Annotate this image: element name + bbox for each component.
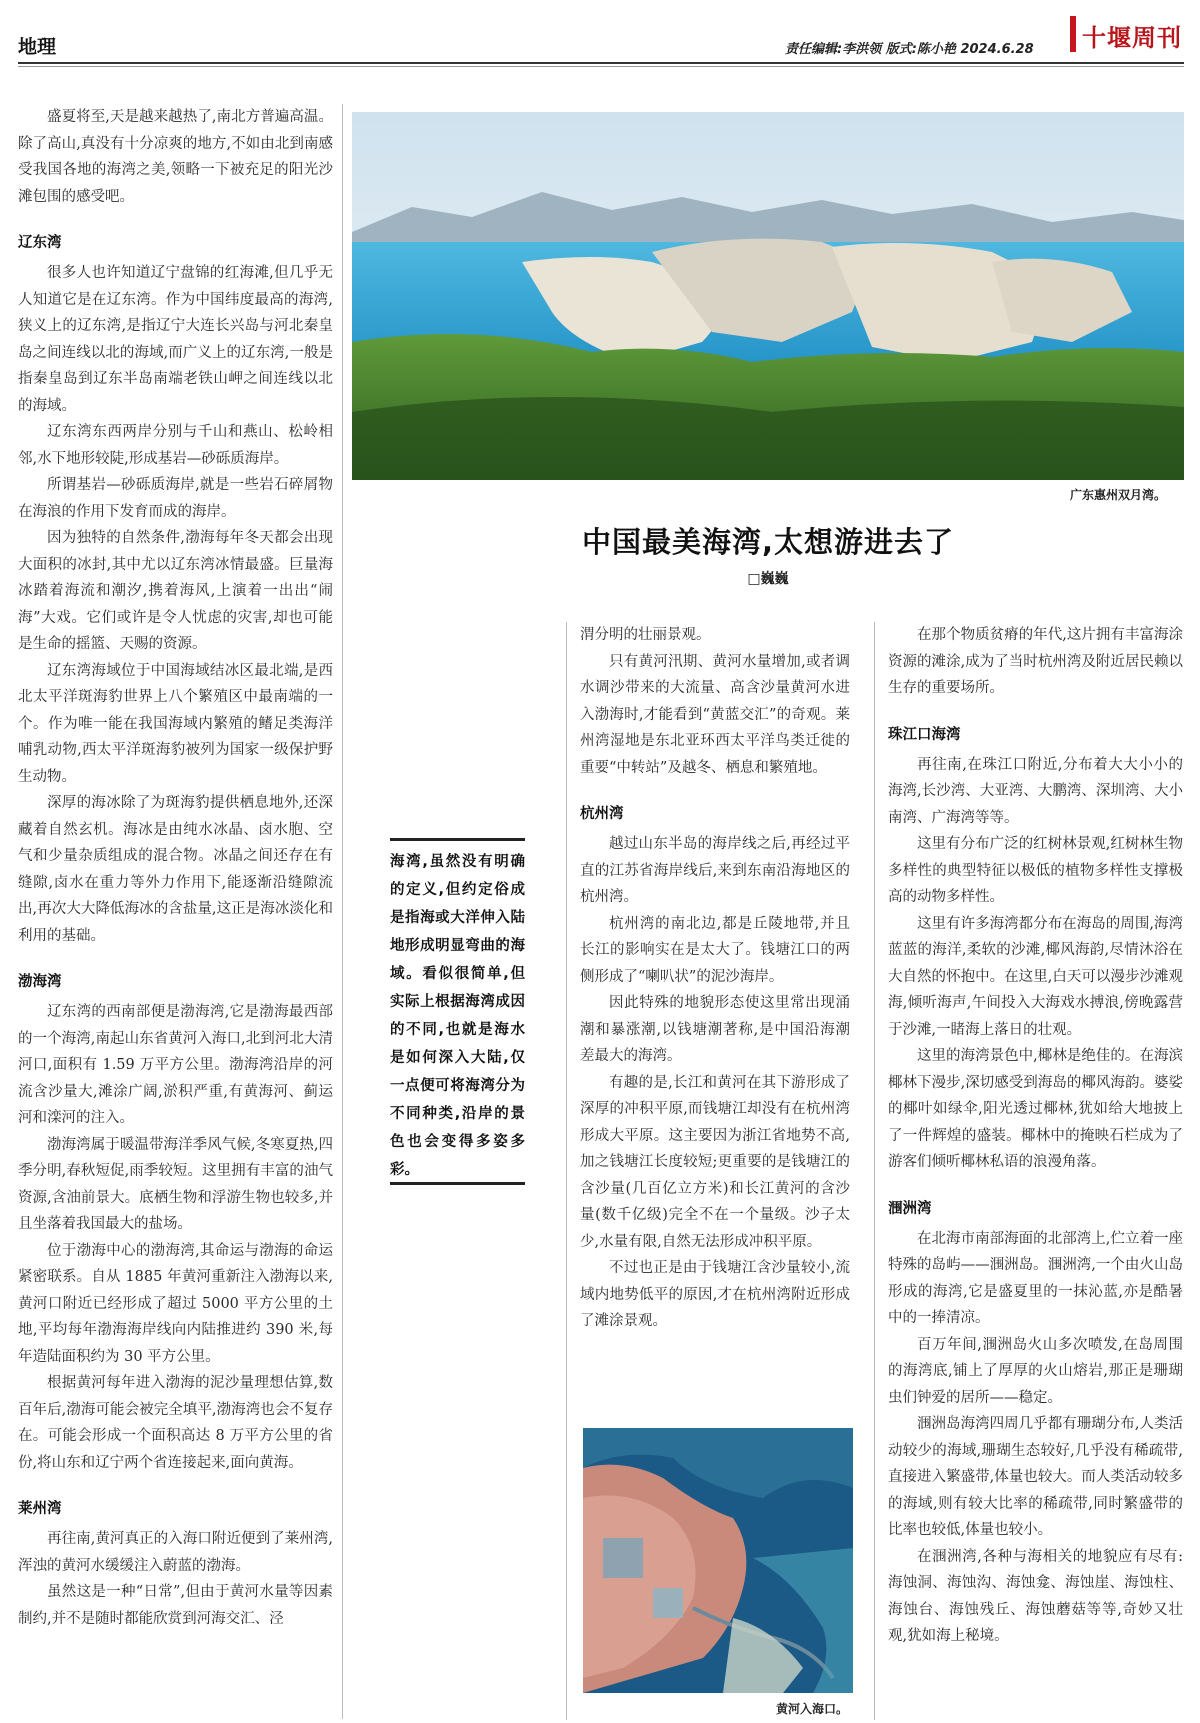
header-rule	[18, 62, 1184, 64]
paragraph: 辽东湾东西两岸分别与千山和燕山、松岭相邻,水下地形较陡,形成基岩—砂砾质海岸。	[18, 424, 333, 467]
column-4	[888, 622, 1183, 1720]
paragraph: 位于渤海中心的渤海湾,其命运与渤海的命运紧密联系。自从 1885 年黄河重新注入渤海以来,黄河口附近已经形成了超过 5000 平方公里的土地,平均每年渤海海岸线向内陆推进约 390 米,每年造陆面积约为 30 平方公里。	[18, 1242, 333, 1365]
paragraph: 不过也正是由于钱塘江含沙量较小,流域内地势低平的原因,才在杭州湾附近形成了滩涂景观。	[580, 1260, 850, 1329]
paragraph: 所谓基岩—砂砾质海岸,就是一些岩石碎屑物在海浪的作用下发育而成的海岸。	[18, 477, 333, 520]
paragraph: 有趣的是,长江和黄河在其下游形成了深厚的冲积平原,而钱塘江却没有在杭州湾形成大平原。这主要因为浙江省地势不高,加之钱塘江长度较短;更重要的是钱塘江的含沙量(几百亿立方米)和长江黄河的含沙量(数千亿级)完全不在一个量级。沙子太少,水量有限,自然无法形成冲积平原。	[580, 1074, 850, 1250]
heading-bohai-bay: 渤海湾	[18, 974, 62, 990]
satellite-illustration	[583, 1428, 853, 1693]
page-header	[0, 0, 1200, 94]
editor-credits: 责任编辑:李洪领 版式:陈小艳 2024.6.28	[785, 42, 1034, 57]
column-divider	[342, 104, 343, 1719]
paragraph: 在那个物质贫瘠的年代,这片拥有丰富海涂资源的滩涂,成为了当时杭州湾及附近居民赖以生存的重要场所。	[888, 627, 1183, 696]
heading-weizhou-bay: 涠洲湾	[888, 1200, 932, 1217]
pullquote-rule-bottom	[390, 1182, 525, 1185]
header-rule-thin	[18, 66, 1184, 67]
intro-paragraph: 盛夏将至,天是越来越热了,南北方普遍高温。除了高山,真没有十分凉爽的地方,不如由北到南感受我国各地的海湾之美,领略一下被充足的阳光沙滩包围的感受吧。	[18, 109, 333, 205]
paragraph: 渭分明的壮丽景观。	[580, 627, 711, 643]
paragraph: 百万年间,涠洲岛火山多次喷发,在岛周围的海湾底,铺上了厚厚的火山熔岩,那正是珊瑚虫们钟爱的居所——稳定。	[888, 1336, 1183, 1406]
masthead-name: 十堰周刊	[1082, 23, 1182, 52]
yellow-river-estuary-image	[583, 1428, 853, 1693]
paragraph: 因此特殊的地貌形态使这里常出现涌潮和暴涨潮,以钱塘潮著称,是中国沿海潮差最大的海湾。	[580, 995, 850, 1064]
paragraph: 深厚的海冰除了为斑海豹提供栖息地外,还深藏着自然玄机。海冰是由纯水冰晶、卤水胞、空气和少量杂质组成的混合物。冰晶之间还存在有缝隙,卤水在重力等外力作用下,能逐渐沿缝隙流出,再次大大降低海冰的含盐量,这正是海冰淡化和利用的基础。	[18, 795, 333, 944]
masthead-bar	[1070, 16, 1076, 52]
paragraph: 辽东湾海域位于中国海域结冰区最北端,是西北太平洋斑海豹世界上八个繁殖区中最南端的一个。作为唯一能在我国海域内繁殖的鳍足类海洋哺乳动物,西太平洋斑海豹被列为国家一级保护野生动物。	[18, 662, 333, 785]
column-1	[18, 104, 333, 1719]
paragraph: 根据黄河每年进入渤海的泥沙量理想估算,数百年后,渤海可能会被完全填平,渤海湾也会不复存在。可能会形成一个面积高达 8 万平方公里的省份,将山东和辽宁两个省连接起来,面向黄海。	[18, 1375, 333, 1471]
paragraph: 虽然这是一种“日常”,但由于黄河水量等因素制约,并不是随时都能欣赏到河海交汇、泾	[18, 1584, 333, 1627]
satellite-caption: 黄河入海口。	[776, 1702, 849, 1716]
article-author: □巍巍	[747, 571, 789, 587]
paragraph: 越过山东半岛的海岸线之后,再经过平直的江苏省海岸线后,来到东南沿海地区的杭州湾。	[580, 836, 850, 905]
paragraph: 杭州湾的南北边,都是丘陵地带,并且长江的影响实在是太大了。钱塘江口的两侧形成了“喇叭状”的泥沙海岸。	[580, 915, 850, 985]
paragraph: 再往南,在珠江口附近,分布着大大小小的海湾,长沙湾、大亚湾、大鹏湾、深圳湾、大小南湾、广海湾等等。	[888, 756, 1183, 826]
heading-laizhou-bay: 莱州湾	[18, 1501, 62, 1517]
pullquote-rule-top	[390, 838, 525, 841]
paragraph: 再往南,黄河真正的入海口附近便到了莱州湾,浑浊的黄河水缓缓注入蔚蓝的渤海。	[18, 1531, 333, 1574]
column-divider	[566, 622, 567, 1720]
paragraph: 在涠洲湾,各种与海相关的地貌应有尽有:海蚀洞、海蚀沟、海蚀龛、海蚀崖、海蚀柱、海蚀台、海蚀残丘、海蚀蘑菇等等,奇妙又壮观,犹如海上秘境。	[888, 1548, 1183, 1644]
heading-liaodong-bay: 辽东湾	[18, 235, 62, 251]
masthead-logo	[1070, 16, 1185, 52]
paragraph: 辽东湾的西南部便是渤海湾,它是渤海最西部的一个海湾,南起山东省黄河入海口,北到河北大清河口,面积有 1.59 万平方公里。渤海湾沿岸的河流含沙量大,滩涂广阔,淤积严重,有黄海河、蓟运河和滦河的注入。	[18, 1004, 333, 1126]
paragraph: 这里有分布广泛的红树林景观,红树林生物多样性的典型特征以极低的植物多样性支撑极高的动物多样性。	[888, 836, 1183, 905]
paragraph: 因为独特的自然条件,渤海每年冬天都会出现大面积的冰封,其中尤以辽东湾冰情最盛。巨量海冰踏着海流和潮汐,携着海风,上演着一出出“闹海”大戏。它们或许是令人忧虑的灾害,却也可能是生命的摇篮、天赐的资源。	[18, 530, 333, 652]
paragraph: 这里有许多海湾都分布在海岛的周围,海湾蓝蓝的海洋,柔软的沙滩,椰风海韵,尽情沐浴在大自然的怀抱中。在这里,白天可以漫步沙滩观海,倾听海声,午间投入大海戏水搏浪,傍晚露营于沙滩,一睹海上落日的壮观。	[888, 915, 1183, 1038]
paragraph: 只有黄河汛期、黄河水量增加,或者调水调沙带来的大流量、高含沙量黄河水进入渤海时,才能看到“黄蓝交汇”的奇观。莱州湾湿地是东北亚环西太平洋鸟类迁徙的重要“中转站”及越冬、栖息和繁殖地。	[580, 653, 850, 776]
column-divider	[874, 622, 875, 1720]
paragraph: 很多人也许知道辽宁盘锦的红海滩,但几乎无人知道它是在辽东湾。作为中国纬度最高的海湾,狭义上的辽东湾,是指辽宁大连长兴岛与河北秦皇岛之间连线以北的海域,而广义上的辽东湾,一般是指秦皇岛到辽东半岛南端老铁山岬之间连线以北的海域。	[18, 265, 333, 414]
heading-hangzhou-bay: 杭州湾	[580, 806, 624, 822]
heading-pearl-river-bay: 珠江口海湾	[888, 726, 961, 743]
paragraph: 这里的海湾景色中,椰林是绝佳的。在海滨椰林下漫步,深切感受到海岛的椰风海韵。婆娑的椰叶如绿伞,阳光透过椰林,犹如给大地披上了一件辉煌的盛装。椰林中的掩映石栏成为了游客们倾听椰林私语的浪漫角落。	[888, 1048, 1183, 1170]
bay-photo-illustration	[352, 112, 1184, 480]
photo-caption: 广东惠州双月湾。	[1070, 488, 1167, 502]
paragraph: 涠洲岛海湾四周几乎都有珊瑚分布,人类活动较少的海域,珊瑚生态较好,几乎没有稀疏带,直接进入繁盛带,体量也较大。而人类活动较多的海域,则有较大比率的稀疏带,同时繁盛带的比率也较低,体量也较小。	[888, 1416, 1183, 1538]
bay-photo	[352, 112, 1184, 480]
pullquote: 海湾,虽然没有明确的定义,但约定俗成是指海或大洋伸入陆地形成明显弯曲的海域。看似很简单,但实际上根据海湾成因的不同,也就是海水是如何深入大陆,仅一点便可将海湾分为不同种类,沿岸的景色也会变得多姿多彩。	[390, 854, 525, 1178]
section-label: 地理	[18, 36, 57, 58]
paragraph: 渤海湾属于暖温带海洋季风气候,冬寒夏热,四季分明,春秋短促,雨季较短。这里拥有丰富的油气资源,含油前景大。底栖生物和浮游生物也较多,并且坐落着我国最大的盐场。	[18, 1136, 333, 1232]
paragraph: 在北海市南部海面的北部湾上,伫立着一座特殊的岛屿——涠洲岛。涠洲湾,一个由火山岛形成的海湾,它是盛夏里的一抹沁蓝,亦是酷暑中的一捧清凉。	[888, 1230, 1183, 1326]
column-3	[580, 622, 850, 1412]
article-title: 中国最美海湾,太想游进去了	[581, 525, 955, 559]
